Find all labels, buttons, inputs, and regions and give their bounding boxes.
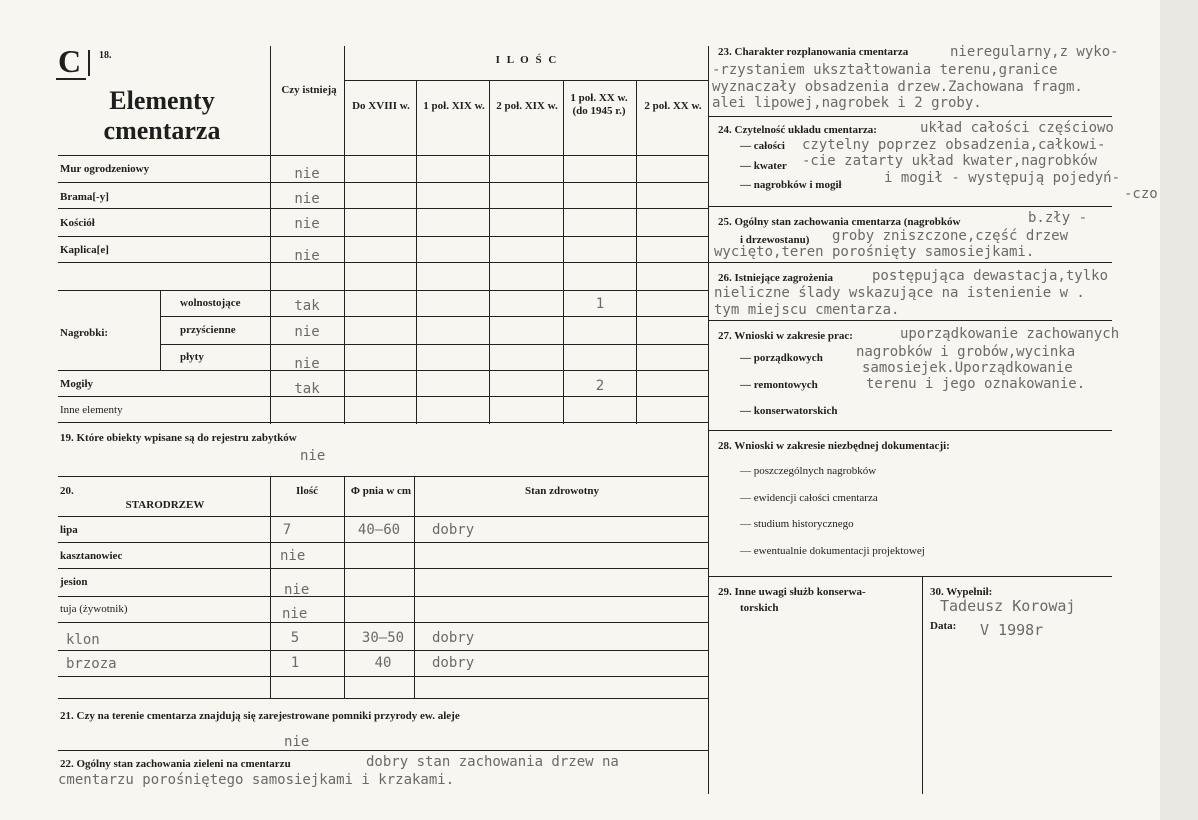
rule (416, 80, 417, 424)
q22-answer: dobry stan zachowania drzew na (366, 754, 619, 770)
q25-answer: b.zły - (1028, 210, 1088, 226)
nagrobki-exists: nie (294, 356, 320, 372)
q28-item: — ewentualnie dokumentacji projektowej (740, 545, 925, 557)
element-exists: nie (294, 248, 320, 264)
col-header-period-2: 1 poł. XIX w. (423, 100, 485, 112)
nagrobki-exists: nie (294, 324, 320, 340)
q22-answer: cmentarzu porośniętego samosiejkami i krzakami. (58, 772, 455, 788)
rule (58, 370, 708, 371)
tree-health: dobry (432, 522, 475, 538)
rule (160, 316, 708, 317)
rule (58, 622, 708, 623)
col-header-ilosc: I L O Ś C (495, 54, 559, 66)
mogily-exists: tak (294, 381, 320, 397)
rule (58, 208, 708, 209)
q26-label: 26. Istniejące zagrożenia (718, 272, 833, 284)
q29-label: torskich (740, 602, 779, 614)
q23-answer: wyznaczały obsadzenia drzew.Zachowana fragm. (712, 79, 1083, 95)
q20-col-count: Ilość (296, 485, 318, 497)
q24-sub: — całości (740, 140, 785, 152)
q27-answer: nagrobków i grobów,wycinka (856, 344, 1076, 360)
q28-item: — poszczególnych nagrobków (740, 465, 877, 477)
q28-label: 28. Wnioski w zakresie niezbędnej dokumentacji: (718, 440, 950, 452)
element-exists: nie (294, 216, 320, 232)
tree-diameter: 40 (374, 655, 392, 671)
tree-count: nie (282, 606, 308, 622)
rule (58, 396, 708, 397)
q30-date-label: Data: (930, 620, 957, 632)
q27-answer: samosiejek.Uporządkowanie (862, 360, 1073, 376)
tree-name: brzoza (66, 656, 117, 672)
element-label: Brama[-y] (60, 191, 109, 203)
nagrobki-type: wolnostojące (180, 297, 241, 309)
tree-name: lipa (60, 524, 78, 536)
col-header-exists: Czy istnieją (281, 84, 337, 96)
rule (58, 516, 708, 517)
rule (58, 568, 708, 569)
q24-answer: układ całości częściowo (920, 120, 1114, 136)
tree-diameter: 30–50 (361, 630, 405, 646)
rule (922, 576, 923, 794)
element-label: Kaplica[e] (60, 244, 109, 256)
paper-edge (1160, 0, 1198, 820)
q27-sub: — porządkowych (740, 352, 823, 364)
mogily-label: Mogiły (60, 378, 93, 390)
q25-label: 25. Ogólny stan zachowania cmentarza (nagrobków (718, 216, 961, 228)
q21-label: 21. Czy na terenie cmentarza znajdują się zarejestrowane pomniki przyrody ew. aleje (60, 710, 460, 722)
rule (58, 476, 708, 477)
rule (708, 430, 1112, 431)
q24-label: 24. Czytelność układu cmentarza: (718, 124, 877, 136)
q24-sub: — nagrobków i mogił (740, 179, 842, 191)
q28-item: — ewidencji całości cmentarza (740, 492, 878, 504)
tree-diameter: 40–60 (357, 522, 401, 538)
q19-answer: nie (300, 448, 326, 464)
rule (58, 236, 708, 237)
rule (708, 576, 1112, 577)
rule (489, 80, 490, 424)
nagrobki-label: Nagrobki: (60, 327, 109, 339)
q22-label: 22. Ogólny stan zachowania zieleni na cmentarzu (60, 758, 291, 770)
q20-number: 20. (60, 485, 74, 497)
section-letter-underline (56, 78, 86, 80)
q30-name: Tadeusz Korowaj (940, 597, 1076, 615)
col-header-period-3: 2 poł. XIX w. (496, 100, 558, 112)
q20-title: STARODRZEW (125, 499, 205, 511)
q21-answer: nie (284, 734, 310, 750)
rule (563, 80, 564, 424)
q23-answer: -rzystaniem ukształtowania terenu,granice (712, 62, 1058, 78)
nagrobki-type: płyty (180, 351, 204, 363)
q24-answer: czytelny poprzez obsadzenia,całkowi- (802, 137, 1106, 153)
q20-col-diameter: Φ pnia w cm (350, 485, 412, 497)
q27-sub: — remontowych (740, 379, 818, 391)
rule (58, 596, 708, 597)
tree-count: nie (284, 582, 310, 598)
element-exists: nie (294, 166, 320, 182)
section-letter: C (58, 43, 82, 79)
rule (58, 290, 708, 291)
tree-name: tuja (żywotnik) (60, 603, 128, 615)
nagrobki-exists: tak (294, 298, 320, 314)
tree-count: 1 (290, 655, 300, 671)
rule (708, 206, 1112, 207)
tree-health: dobry (432, 655, 475, 671)
q23-answer: alei lipowej,nagrobek i 2 groby. (712, 95, 982, 111)
tree-count: 5 (290, 630, 300, 646)
q27-answer: terenu i jego oznakowanie. (866, 376, 1086, 392)
rule (58, 750, 708, 751)
q24-answer: -czo (1124, 186, 1158, 202)
tree-count: 7 (282, 522, 292, 538)
q26-answer: nieliczne ślady wskazujące na istenienie w . (714, 285, 1085, 301)
q25-label: i drzewostanu) (740, 234, 810, 246)
tree-count: nie (280, 548, 306, 564)
col-header-period-5: 2 poł. XX w. (644, 100, 702, 112)
rule (58, 650, 708, 651)
q24-answer: -cie zatarty układ kwater,nagrobków (802, 153, 1098, 169)
rule (58, 698, 708, 699)
element-label: Kościół (60, 217, 95, 229)
q25-answer: wycięto,teren porośnięty samosiejkami. (714, 244, 1035, 260)
q24-sub: — kwater (740, 160, 787, 172)
q26-answer: postępująca dewastacja,tylko (872, 268, 1109, 284)
q28-item: — studium historycznego (740, 518, 854, 530)
rule (58, 422, 708, 423)
rule (636, 80, 637, 424)
rule (344, 46, 345, 424)
rule (708, 320, 1112, 321)
q23-label: 23. Charakter rozplanowania cmentarza (718, 46, 909, 58)
q20-col-health: Stan zdrowotny (524, 485, 600, 497)
rule (344, 80, 708, 81)
nagrobki-count: 1 (595, 296, 605, 312)
rule (58, 676, 708, 677)
rule (270, 46, 271, 424)
q27-label: 27. Wnioski w zakresie prac: (718, 330, 853, 342)
rule (708, 46, 709, 794)
mogily-count: 2 (595, 378, 605, 394)
col-header-period-4: 1 poł. XX w. (do 1945 r.) (570, 92, 628, 117)
q29-label: 29. Inne uwagi służb konserwa- (718, 586, 866, 598)
nagrobki-type: przyścienne (180, 324, 236, 336)
q23-answer: nieregularny,z wyko- (950, 44, 1119, 60)
q25-answer: groby zniszczone,część drzew (832, 228, 1069, 244)
tree-name: klon (66, 632, 100, 648)
section-title: Elementy cmentarza (103, 86, 221, 145)
rule (58, 542, 708, 543)
q30-date: V 1998r (980, 621, 1044, 639)
section-letter-bar (88, 50, 90, 76)
rule (160, 344, 708, 345)
element-exists: nie (294, 191, 320, 207)
rule (708, 116, 1112, 117)
q19-label: 19. Które obiekty wpisane są do rejestru zabytków (60, 432, 297, 444)
rule (58, 182, 708, 183)
tree-name: kasztanowiec (60, 550, 123, 562)
inne-label: Inne elementy (60, 404, 123, 416)
element-label: Mur ogrodzeniowy (60, 163, 150, 175)
rule (270, 476, 271, 698)
rule (58, 262, 708, 263)
rule (344, 476, 345, 698)
tree-name: jesion (60, 576, 88, 588)
rule (708, 262, 1112, 263)
q27-sub: — konserwatorskich (740, 405, 838, 417)
q26-answer: tym miejscu cmentarza. (714, 302, 900, 318)
rule (160, 290, 161, 370)
rule (58, 155, 708, 156)
q27-answer: uporządkowanie zachowanych (900, 326, 1120, 342)
q24-answer: i mogił - występują pojedyń- (884, 170, 1121, 186)
q30-label: 30. Wypełnił: (930, 586, 993, 598)
section-number: 18. (99, 50, 112, 61)
tree-health: dobry (432, 630, 475, 646)
col-header-period-1: Do XVIII w. (352, 100, 410, 112)
